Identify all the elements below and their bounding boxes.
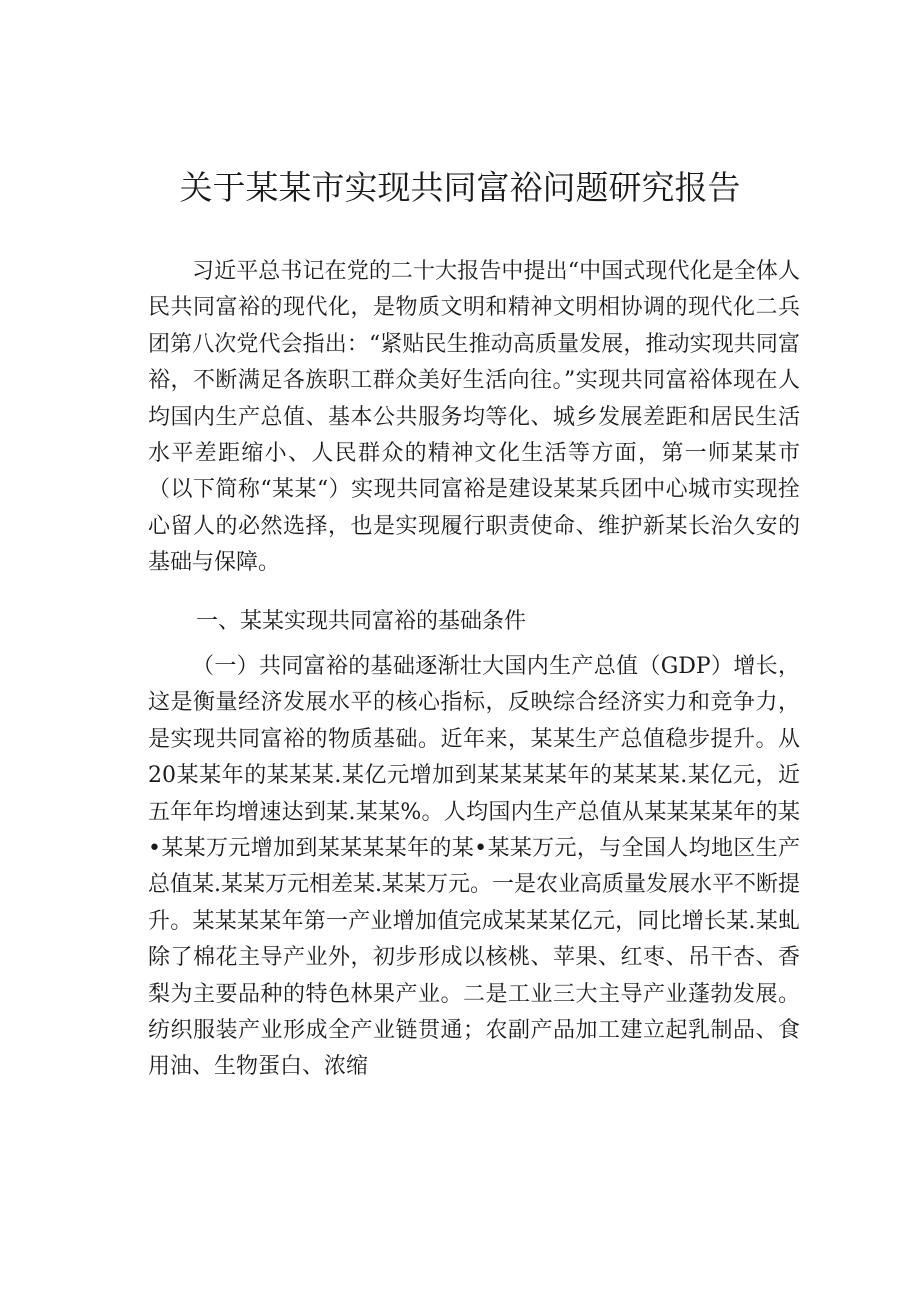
intro-paragraph: 习近平总书记在党的二十大报告中提出“中国式现代化是全体人民共同富裕的现代化，是物质文明和精神文明相协调的现代化二兵团第八次党代会指出：“紧贴民生推动高质量发展，推动实现共同富裕，不断满足各族职工群众美好生活向往。”实现共同富裕体现在人均国内生产总值、基本公共服务均等化、城乡发展差距和居民生活水平差距缩小、人民群众的精神文化生活等方面，第一师某某市（以下简称“某某“）实现共同富裕是建设某某兵团中心城市实现拴心留人的必然选择，也是实现履行职责使命、维护新某长治久安的基础与保障。: [148, 259, 800, 576]
document-title: 关于某某市实现共同富裕问题研究报告: [179, 168, 741, 207]
section-heading: 一、某某实现共同富裕的基础条件: [196, 609, 527, 634]
section-paragraph: （一）共同富裕的基础逐渐壮大国内生产总值（GDP）增长，这是衡量经济发展水平的核心指标，反映综合经济实力和竞争力，是实现共同富裕的物质基础。近年来，某某生产总值稳步提升。从20某某年的某某某.某亿元增加到某某某某年的某某某.某亿元，近五年年均增速达到某.某某%。人均国内生产总值从某某某某年的某•某某万元增加到某某某某年的某•某某万元，与全国人均地区生产总值某.某某万元相差某.某某万元。一是农业高质量发展水平不断提升。某某某某年第一产业增加值完成某某某亿元，同比增长某.某虬除了棉花主导产业外，初步形成以核桃、苹果、红枣、吊干杏、香梨为主要品种的特色林果产业。二是工业三大主导产业蓬勃发展。纺织服装产业形成全产业链贯通；农副产品加工建立起乳制品、食用油、生物蛋白、浓缩: [148, 654, 800, 1080]
